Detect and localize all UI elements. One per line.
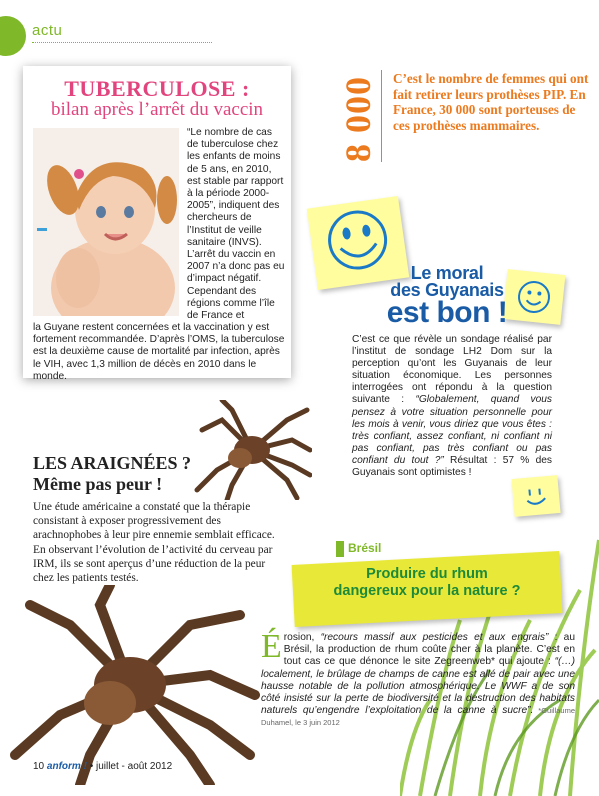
moral-text-quote: “Globalement, quand vous pensez à votre situation personnelle pour les mois à venir, vous diriez que vous êtes : très confiant, assez confiant, ni confiant ni pas confiant, pas très confiant ou pas confiant du tout ?” bbox=[352, 394, 552, 466]
araignees-title: LES ARAIGNÉES ? bbox=[33, 453, 192, 473]
bresil-text-b: : au Brésil, la production de rhum coûte cher à la planète. C’est en tout cas ce que dénonce le site Zegreenweb* qui ajoute : bbox=[283, 632, 575, 668]
section-tab-marker bbox=[0, 16, 26, 56]
stat-divider bbox=[381, 70, 382, 162]
spider-small-image bbox=[192, 400, 312, 500]
moral-text-intro: C’est ce que révèle un sondage réalisé par l’institut de sondage LH2 Dom sur la perception qu’ont les Guyanais de leur situation économique. Les personnes interrogées ont répondu à la question suivante : bbox=[352, 334, 552, 406]
page-number: 10 bbox=[33, 761, 45, 772]
stat-number: 8 000 bbox=[338, 76, 378, 162]
tuberculose-text-column: “Le nombre de cas de tuberculose chez les enfants de moins de 5 ans, en 2010, est stable par rapport à la période 2000-2005”, indiquent des chercheurs de l’Institut de veille sanitaire (INVS). L’arrêt du vaccin en 2007 n’a donc pas eu d’impact négatif. Cependant des régions comme l’île de France et bbox=[187, 127, 285, 322]
araignees-text: Une étude américaine a constaté que la thérapie consistant à exposer progressivement des arachnophobes à leur pire ennemie semblait efficace. En observant l’évolution de l’activité du cerveau par IRM, ils se sont aperçus d’une réduction de la peur chez les patients testés. bbox=[33, 501, 275, 585]
bresil-title-line2: dangereux pour la nature ? bbox=[333, 583, 521, 599]
section-divider bbox=[32, 42, 212, 43]
magazine-name: anform ! bbox=[46, 761, 87, 772]
bresil-reference: *Guillaume Duhamel, le 3 juin 2012 bbox=[261, 706, 575, 728]
issue-date: • juillet - août 2012 bbox=[89, 761, 173, 772]
araignees-subtitle: Même pas peur ! bbox=[33, 474, 163, 494]
moral-title-line3: est bon ! bbox=[386, 296, 508, 329]
section-label: actu bbox=[32, 22, 63, 39]
moral-title-line2: des Guyanais bbox=[390, 280, 504, 300]
bresil-title-line1: Produire du rhum bbox=[366, 566, 488, 582]
stat-text: C’est le nombre de femmes qui ont fait retirer leurs prothèses PIP. En France, 30 000 sont porteuses de ces prothèses mammaires. bbox=[393, 71, 589, 133]
tuberculose-title: TUBERCULOSE : bbox=[64, 76, 250, 101]
spider-large-image bbox=[0, 585, 260, 785]
bresil-quote-2: “(…) localement, le brûlage de champs de canne est allé de pair avec une hausse notable de la pollution atmosphérique. Le WWF a de son côté insisté sur la perte de biodiversité et la destruction des habitats naturels qu’engendre l’exploitation de la canne à sucre”. bbox=[261, 656, 575, 717]
page-footer bbox=[33, 761, 172, 772]
bresil-quote-1: “recours massif aux pesticides et aux engrais” bbox=[320, 632, 549, 643]
child-photo bbox=[33, 128, 179, 316]
tuberculose-text-bottom: la Guyane restent concernées et la vaccination y est fortement recommandée. D’après l’OMS, la tuberculose est la deuxième cause de mortalité par infection, après le VIH, avec 1,3 million de décès en 2010 dans le monde. bbox=[33, 322, 285, 382]
moral-title-line1: Le moral bbox=[410, 263, 484, 283]
moral-text-end: Résultat : 57 % des Guyanais sont optimistes ! bbox=[352, 454, 552, 479]
stat-number-box bbox=[338, 64, 378, 174]
bresil-tag: Brésil bbox=[348, 541, 382, 555]
moral-article-text bbox=[352, 334, 552, 479]
bresil-article-text bbox=[261, 628, 575, 730]
bresil-tag-marker bbox=[336, 541, 344, 557]
dropcap: É bbox=[261, 628, 282, 665]
tuberculose-subtitle: bilan après l’arrêt du vaccin bbox=[50, 99, 264, 120]
bresil-text-a: rosion, bbox=[283, 632, 321, 643]
